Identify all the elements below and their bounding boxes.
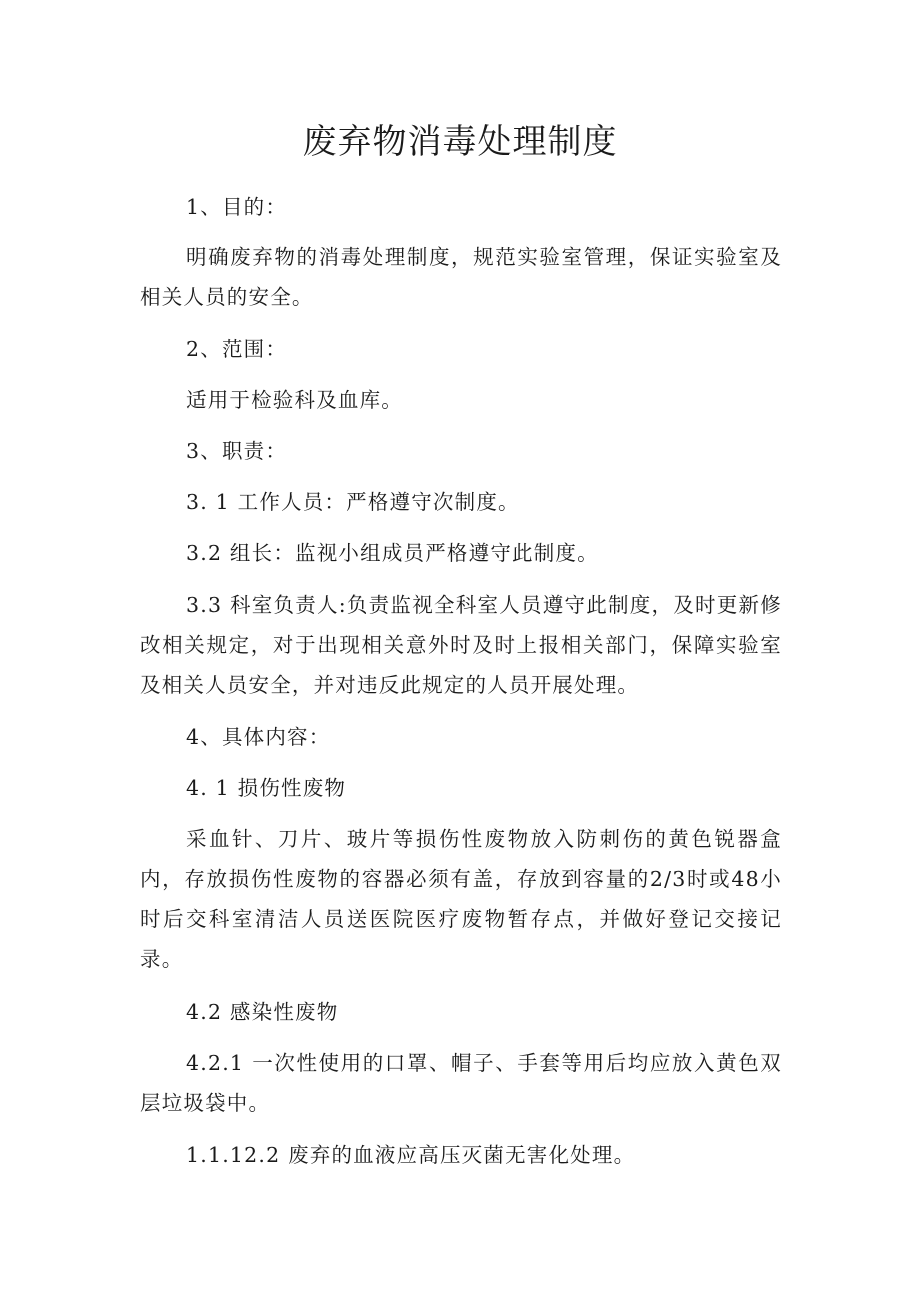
section-4-1-heading: 4. 1 损伤性废物: [186, 776, 347, 800]
section-4-2-heading: 4.2 感染性废物: [186, 1000, 339, 1024]
section-2-heading: 2、范围：: [186, 337, 288, 361]
document-title: 废弃物消毒处理制度: [302, 122, 618, 162]
section-4-2-2: 1.1.12.2 废弃的血液应高压灭菌无害化处理。: [186, 1143, 636, 1167]
section-3-1: 3. 1 工作人员：严格遵守次制度。: [186, 490, 520, 514]
section-2-body: 适用于检验科及血库。: [186, 388, 403, 412]
section-4-2-1: 4.2.1 一次性使用的口罩、帽子、手套等用后均应放入黄色双层垃圾袋中。: [140, 1051, 782, 1115]
section-4-heading: 4、具体内容：: [186, 725, 331, 749]
section-3-3: 3.3 科室负责人:负责监视全科室人员遵守此制度，及时更新修改相关规定，对于出现相关意外时及时上报相关部门，保障实验室及相关人员安全，并对违反此规定的人员开展处理。: [140, 593, 782, 697]
section-1-body: 明确废弃物的消毒处理制度，规范实验室管理，保证实验室及相关人员的安全。: [140, 245, 782, 309]
section-3-heading: 3、职责：: [186, 439, 288, 463]
section-3-2: 3.2 组长：监视小组成员严格遵守此制度。: [186, 541, 599, 565]
section-4-1-body: 采血针、刀片、玻片等损伤性废物放入防刺伤的黄色锐器盒内，存放损伤性废物的容器必须有盖，存放到容量的2/3时或48小时后交科室清洁人员送医院医疗废物暂存点，并做好登记交接记录。: [140, 827, 782, 971]
section-1-heading: 1、目的：: [186, 195, 288, 219]
